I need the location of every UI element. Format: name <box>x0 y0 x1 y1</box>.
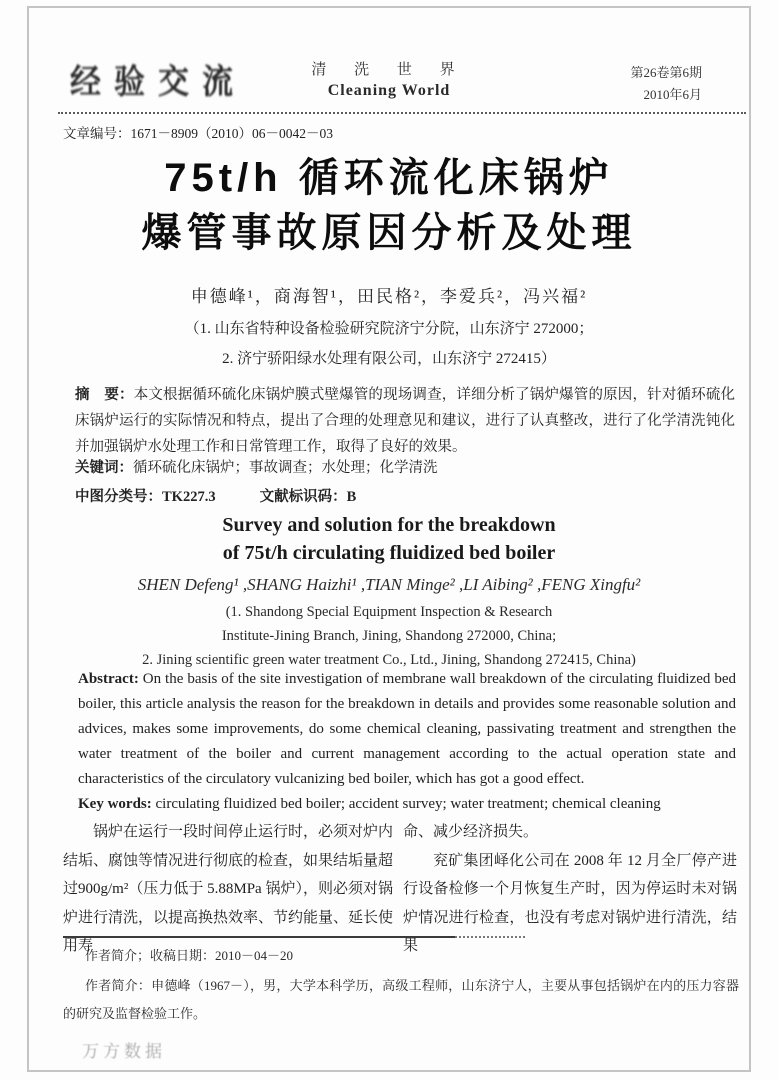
affiliation-cn-line1: （1. 山东省特种设备检验研究院济宁分院，山东济宁 272000； <box>184 321 594 337</box>
classification-line <box>75 485 356 506</box>
keywords-cn-label: 关键词： <box>75 460 133 476</box>
footnote-rule-dotted-tail <box>455 936 525 938</box>
keywords-en-text: circulating fluidized bed boiler; accident survey; water treatment; chemical cleaning <box>155 796 661 812</box>
affiliation-en-line1: (1. Shandong Special Equipment Inspection & Research <box>225 604 553 620</box>
authors-cn: 申德峰¹，商海智¹，田民格²，李爱兵²，冯兴福² <box>190 287 588 306</box>
keywords-cn-text: 循环硫化床锅炉；事故调查；水处理；化学清洗 <box>133 460 438 476</box>
doc-code-value: B <box>346 489 357 505</box>
author-bio-note: 作者简介：申德峰（1967－），男，大学本科学历，高级工程师，山东济宁人，主要从事包括锅炉在内的压力容器的研究及监督检验工作。 <box>63 978 739 1021</box>
abstract-en <box>78 667 736 817</box>
received-date-note: 作者简介；收稿日期：2010－04－20 <box>85 948 294 963</box>
affiliation-en-line3: 2. Jining scientific green water treatment Co., Ltd., Jining, Shandong 272415, China) <box>142 652 636 668</box>
journal-title-cn: 清 洗 世 界 <box>311 62 467 78</box>
article-number: 文章编号：1671－8909（2010）06－0042－03 <box>63 126 333 141</box>
abstract-en-paragraph <box>78 667 736 792</box>
body-paragraph: 兖矿集团峄化公司在 2008 年 12 月全厂停产进行设备检修一个月恢复生产时，因为停运时未对锅炉情况进行检查，也没有考虑对锅炉进行清洗，结果 <box>403 852 737 954</box>
keywords-cn <box>75 456 438 477</box>
footnote-rule <box>63 936 455 938</box>
issue-date: 2010年6月 <box>643 87 702 102</box>
abstract-cn <box>75 382 735 460</box>
clc-label: 中图分类号： <box>75 489 162 505</box>
journal-title-en: Cleaning World <box>327 82 451 99</box>
article-title-cn-line2: 爆管事故原因分析及处理 <box>141 211 637 255</box>
abstract-cn-label: 摘 要： <box>75 387 134 403</box>
keywords-en <box>78 792 736 817</box>
abstract-cn-text: 本文根据循环硫化床锅炉膜式壁爆管的现场调查，详细分析了锅炉爆管的原因，针对循环硫化床锅炉运行的实际情况和特点，提出了合理的处理意见和建议，进行了认真整改，进行了化学清洗钝化并加强锅炉水处理工作和日常管理工作，取得了良好的效果。 <box>75 387 736 455</box>
keywords-en-label: Key words: <box>78 796 152 812</box>
authors-en: SHEN Defeng¹ ,SHANG Haizhi¹ ,TIAN Minge² ,LI Aibing² ,FENG Xingfu² <box>137 575 641 594</box>
article-title-en-line2: of 75t/h circulating fluidized bed boiler <box>222 542 556 564</box>
affiliation-cn-line2: 2. 济宁骄阳绿水处理有限公司，山东济宁 272415） <box>222 351 556 367</box>
body-paragraph: 锅炉在运行一段时间停止运行时，必须对炉内结垢、腐蚀等情况进行彻底的检查，如果结垢量超过900g/m²（压力低于 5.88MPa 锅炉），则必须对锅炉进行清洗，以提高换热效率、节约能量、延长使用寿 <box>63 824 394 954</box>
column-stamp: 经验交流 <box>70 62 246 101</box>
wanfang-watermark: 万方数据 <box>82 1042 166 1061</box>
affiliation-en-line2: Institute-Jining Branch, Jining, Shandong 272000, China; <box>221 628 557 644</box>
article-title-en-line1: Survey and solution for the breakdown <box>222 514 556 536</box>
doc-code-label: 文献标识码： <box>259 489 347 505</box>
header-divider-rule <box>58 112 746 114</box>
abstract-en-label: Abstract: <box>78 671 139 687</box>
article-title-cn-line1: 75t/h 循环流化床锅炉 <box>164 156 614 200</box>
clc-value: TK227.3 <box>162 489 216 505</box>
body-paragraph: 命、减少经济损失。 <box>403 824 539 840</box>
body-column-right <box>403 818 737 961</box>
abstract-en-text: On the basis of the site investigation of membrane wall breakdown of the circulating fluidized bed boiler, this article analysis the reason for the breakdown in details and provides some reasonable solution and advices, makes some improvements, do some chemical cleaning, passivating treatment and strengthen the water treatment of the boiler and current management according to the actual operation state and characteristics of the circulatory vulcanizing bed boiler, which has got a good effect. <box>78 671 736 787</box>
body-column-left <box>63 818 393 961</box>
volume-issue: 第26卷第6期 <box>630 65 702 80</box>
